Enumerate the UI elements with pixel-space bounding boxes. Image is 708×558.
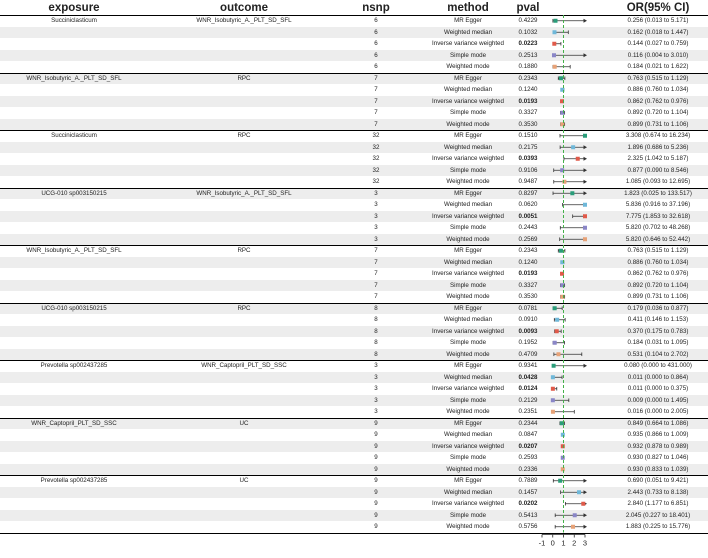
pval-cell: 0.0124 <box>518 385 538 392</box>
pval-cell: 0.3327 <box>518 109 538 116</box>
method-cell: Weighted median <box>443 258 493 266</box>
pval-cell: 0.0620 <box>518 201 538 208</box>
point-estimate <box>561 456 565 460</box>
method-cell: Weighted mode <box>446 293 490 300</box>
header-outcome: outcome <box>220 2 268 14</box>
exposure-cell: Prevotella sp002437285 <box>40 477 108 484</box>
ci-arrow <box>584 157 588 161</box>
or-ci-cell: 0.932 (0.878 to 0.989) <box>627 442 689 450</box>
method-cell: Weighted mode <box>446 350 490 358</box>
pval-cell: 0.1880 <box>518 63 538 70</box>
nsnp-cell: 8 <box>374 339 378 346</box>
or-ci-cell: 2.840 (1.177 to 6.851) <box>627 500 689 507</box>
or-ci-cell: 0.011 (0.000 to 0.375) <box>627 385 689 392</box>
x-tick-label: 0 <box>550 538 555 548</box>
x-tick-label: -1 <box>538 538 546 548</box>
point-estimate <box>571 525 575 529</box>
pval-cell: 0.3327 <box>518 281 538 289</box>
nsnp-cell: 9 <box>374 454 378 461</box>
method-cell: Inverse variance weighted <box>432 212 504 220</box>
or-ci-cell: 0.179 (0.036 to 0.877) <box>627 304 689 312</box>
pval-cell: 0.0781 <box>518 304 538 312</box>
header-nsnp: nsnp <box>362 2 390 14</box>
or-ci-cell: 0.184 (0.021 to 1.622) <box>627 63 689 70</box>
method-cell: Weighted median <box>443 373 493 381</box>
or-ci-cell: 0.370 (0.175 to 0.783) <box>627 327 689 335</box>
point-estimate <box>554 19 558 23</box>
or-ci-cell: 5.820 (0.702 to 48.268) <box>625 224 691 231</box>
or-ci-cell: 7.775 (1.853 to 32.618) <box>625 212 691 220</box>
method-cell: MR Egger <box>454 477 482 484</box>
nsnp-cell: 9 <box>374 442 378 450</box>
nsnp-cell: 3 <box>374 396 378 404</box>
or-ci-cell: 0.531 (0.104 to 2.702) <box>627 350 689 358</box>
or-ci-cell: 5.820 (0.646 to 52.442) <box>625 235 691 243</box>
method-cell: Simple mode <box>449 339 487 346</box>
pval-cell: 0.4709 <box>518 350 538 358</box>
or-ci-cell: 0.862 (0.762 to 0.976) <box>627 270 689 277</box>
outcome-cell: WNR_Captopril_PLT_SD_SSC <box>201 362 287 369</box>
or-ci-cell: 0.184 (0.031 to 1.095) <box>627 339 689 346</box>
or-ci-cell: 0.892 (0.720 to 1.104) <box>627 109 689 116</box>
or-ci-cell: 0.892 (0.720 to 1.104) <box>627 281 689 289</box>
outcome-cell: RPC <box>237 247 251 254</box>
ci-arrow <box>584 19 588 23</box>
nsnp-cell: 6 <box>374 51 378 59</box>
or-ci-cell: 0.011 (0.000 to 0.864) <box>627 373 689 381</box>
outcome-cell: WNR_Isobutyric_A._PLT_SD_SFL <box>196 189 292 197</box>
nsnp-cell: 7 <box>374 97 378 105</box>
or-ci-cell: 0.886 (0.760 to 1.034) <box>627 258 689 266</box>
pval-cell: 0.5413 <box>518 511 538 519</box>
pval-cell: 0.9487 <box>518 178 538 185</box>
or-ci-cell: 0.849 (0.664 to 1.086) <box>627 419 689 427</box>
nsnp-cell: 9 <box>374 500 378 507</box>
or-ci-cell: 1.896 (0.686 to 5.236) <box>627 143 689 151</box>
nsnp-cell: 9 <box>374 511 378 519</box>
method-cell: Inverse variance weighted <box>432 385 504 392</box>
nsnp-cell: 9 <box>374 431 378 438</box>
method-cell: Weighted median <box>443 28 493 36</box>
or-ci-cell: 0.899 (0.731 to 1.106) <box>627 120 689 128</box>
ci-arrow <box>584 364 588 368</box>
outcome-cell: RPC <box>237 132 251 139</box>
nsnp-cell: 3 <box>374 189 378 197</box>
method-cell: Simple mode <box>449 51 487 59</box>
nsnp-cell: 7 <box>374 258 378 266</box>
nsnp-cell: 3 <box>374 201 378 208</box>
point-estimate <box>571 145 575 149</box>
point-estimate <box>559 249 563 253</box>
or-ci-cell: 0.763 (0.515 to 1.129) <box>627 74 689 82</box>
nsnp-cell: 32 <box>372 155 380 162</box>
method-cell: Weighted median <box>443 316 493 323</box>
nsnp-cell: 3 <box>374 212 378 220</box>
method-cell: Simple mode <box>449 224 487 231</box>
or-ci-cell: 1.823 (0.025 to 133.517) <box>624 189 692 197</box>
point-estimate <box>553 306 557 310</box>
nsnp-cell: 7 <box>374 281 378 289</box>
point-estimate <box>581 502 585 506</box>
nsnp-cell: 8 <box>374 350 378 358</box>
point-estimate <box>551 398 555 402</box>
method-cell: Simple mode <box>449 109 487 116</box>
pval-cell: 0.0093 <box>518 327 538 335</box>
method-cell: Weighted median <box>443 201 493 208</box>
exposure-cell: Succiniclasticum <box>51 132 97 139</box>
or-ci-cell: 0.080 (0.000 to 431.000) <box>624 362 692 369</box>
or-ci-cell: 3.308 (0.674 to 16.234) <box>625 132 691 139</box>
nsnp-cell: 32 <box>372 143 380 151</box>
or-ci-cell: 0.690 (0.051 to 9.421) <box>627 477 689 484</box>
pval-cell: 0.1240 <box>518 258 538 266</box>
or-ci-cell: 1.085 (0.093 to 12.695) <box>625 178 691 185</box>
point-estimate <box>556 352 560 356</box>
pval-cell: 0.5756 <box>518 523 538 530</box>
point-estimate <box>552 364 556 368</box>
point-estimate <box>551 410 555 414</box>
nsnp-cell: 6 <box>374 17 378 24</box>
point-estimate <box>573 513 577 517</box>
nsnp-cell: 6 <box>374 40 378 47</box>
point-estimate <box>583 226 587 230</box>
method-cell: Inverse variance weighted <box>432 270 504 277</box>
pval-cell: 0.8297 <box>518 189 538 197</box>
pval-cell: 0.1240 <box>518 86 538 93</box>
pval-cell: 0.1032 <box>518 28 538 36</box>
pval-cell: 0.2443 <box>518 224 538 231</box>
nsnp-cell: 7 <box>374 120 378 128</box>
pval-cell: 0.2569 <box>518 235 538 243</box>
method-cell: Inverse variance weighted <box>432 97 504 105</box>
pval-cell: 0.2343 <box>518 247 538 254</box>
point-estimate <box>583 134 587 138</box>
nsnp-cell: 6 <box>374 63 378 70</box>
point-estimate <box>583 214 587 218</box>
or-ci-cell: 0.162 (0.018 to 1.447) <box>627 28 689 36</box>
method-cell: MR Egger <box>454 419 482 427</box>
or-ci-cell: 0.930 (0.833 to 1.039) <box>627 465 689 473</box>
nsnp-cell: 3 <box>374 385 378 392</box>
outcome-cell: RPC <box>237 304 251 312</box>
nsnp-cell: 9 <box>374 419 378 427</box>
pval-cell: 0.1510 <box>518 132 538 139</box>
nsnp-cell: 6 <box>374 28 378 36</box>
method-cell: Weighted mode <box>446 408 490 415</box>
pval-cell: 0.0193 <box>518 97 538 105</box>
ci-arrow <box>584 191 588 195</box>
method-cell: Weighted mode <box>446 120 490 128</box>
method-cell: MR Egger <box>454 247 482 254</box>
method-cell: MR Egger <box>454 74 482 82</box>
pval-cell: 0.2343 <box>518 74 538 82</box>
or-ci-cell: 0.411 (0.146 to 1.153) <box>627 316 689 323</box>
method-cell: Simple mode <box>449 166 487 174</box>
method-cell: Weighted median <box>443 488 493 496</box>
method-cell: Inverse variance weighted <box>432 500 504 507</box>
nsnp-cell: 8 <box>374 304 378 312</box>
point-estimate <box>561 467 565 471</box>
or-ci-cell: 2.443 (0.733 to 8.138) <box>627 488 689 496</box>
method-cell: MR Egger <box>454 132 482 139</box>
nsnp-cell: 3 <box>374 373 378 381</box>
or-ci-cell: 0.256 (0.013 to 5.171) <box>627 17 689 24</box>
or-ci-cell: 0.763 (0.515 to 1.129) <box>627 247 689 254</box>
or-ci-cell: 2.325 (1.042 to 5.187) <box>627 155 689 162</box>
method-cell: Weighted median <box>443 431 493 438</box>
point-estimate <box>561 444 565 448</box>
pval-cell: 0.0393 <box>518 155 538 162</box>
nsnp-cell: 32 <box>372 178 380 185</box>
point-estimate <box>552 53 556 57</box>
ci-arrow <box>584 479 588 483</box>
or-ci-cell: 0.862 (0.762 to 0.976) <box>627 97 689 105</box>
method-cell: Inverse variance weighted <box>432 327 504 335</box>
point-estimate <box>553 65 557 69</box>
method-cell: Weighted mode <box>446 523 490 530</box>
exposure-cell: Succiniclasticum <box>51 17 97 24</box>
pval-cell: 0.4229 <box>518 17 538 24</box>
nsnp-cell: 3 <box>374 362 378 369</box>
pval-cell: 0.2513 <box>518 51 538 59</box>
pval-cell: 0.2129 <box>518 396 538 404</box>
nsnp-cell: 9 <box>374 477 378 484</box>
pval-cell: 0.3530 <box>518 293 538 300</box>
method-cell: Weighted median <box>443 86 493 93</box>
pval-cell: 0.1952 <box>518 339 538 346</box>
method-cell: Simple mode <box>449 281 487 289</box>
pval-cell: 0.2336 <box>518 465 538 473</box>
exposure-cell: WNR_Captopril_PLT_SD_SSC <box>31 419 117 427</box>
ci-arrow <box>584 145 588 149</box>
point-estimate <box>559 76 563 80</box>
point-estimate <box>551 387 555 391</box>
pval-cell: 0.0910 <box>518 316 538 323</box>
x-tick-label: 3 <box>582 538 588 548</box>
nsnp-cell: 7 <box>374 109 378 116</box>
exposure-cell: WNR_Isobutyric_A._PLT_SD_SFL <box>26 247 122 254</box>
nsnp-cell: 7 <box>374 86 378 93</box>
pval-cell: 0.0207 <box>518 442 538 450</box>
or-ci-cell: 0.009 (0.000 to 1.495) <box>627 396 689 404</box>
pval-cell: 0.9341 <box>518 362 538 369</box>
pval-cell: 0.2593 <box>518 454 538 461</box>
method-cell: Inverse variance weighted <box>432 155 504 162</box>
pval-cell: 0.0847 <box>518 431 538 438</box>
point-estimate <box>551 375 555 379</box>
method-cell: Simple mode <box>449 454 487 461</box>
x-tick-label: 2 <box>572 538 577 548</box>
point-estimate <box>552 42 556 46</box>
or-ci-cell: 0.116 (0.004 to 3.010) <box>627 51 689 59</box>
ci-arrow <box>584 180 588 184</box>
ci-arrow <box>584 490 588 494</box>
point-estimate <box>583 203 587 207</box>
point-estimate <box>577 490 581 494</box>
nsnp-cell: 8 <box>374 316 378 323</box>
or-ci-cell: 0.935 (0.866 to 1.009) <box>627 431 689 438</box>
method-cell: MR Egger <box>454 189 482 197</box>
exposure-cell: UCG-010 sp003150215 <box>41 304 107 312</box>
or-ci-cell: 0.016 (0.000 to 2.005) <box>627 408 689 415</box>
or-ci-cell: 0.144 (0.027 to 0.759) <box>627 40 689 47</box>
method-cell: Inverse variance weighted <box>432 442 504 450</box>
nsnp-cell: 7 <box>374 293 378 300</box>
ci-arrow <box>584 53 588 57</box>
outcome-cell: UC <box>239 477 249 484</box>
method-cell: Inverse variance weighted <box>432 40 504 47</box>
header-or-ci: OR(95% CI) <box>626 2 690 14</box>
outcome-cell: RPC <box>237 74 251 82</box>
nsnp-cell: 7 <box>374 74 378 82</box>
pval-cell: 0.2175 <box>518 143 538 151</box>
point-estimate <box>561 433 565 437</box>
exposure-cell: WNR_Isobutyric_A._PLT_SD_SFL <box>26 74 122 82</box>
method-cell: Simple mode <box>449 511 487 519</box>
method-cell: MR Egger <box>454 304 482 312</box>
pval-cell: 0.2351 <box>518 408 538 415</box>
pval-cell: 0.0223 <box>518 40 538 47</box>
or-ci-cell: 0.930 (0.827 to 1.046) <box>627 454 689 461</box>
method-cell: Weighted median <box>443 143 493 151</box>
point-estimate <box>555 318 559 322</box>
method-cell: Weighted mode <box>446 235 490 243</box>
outcome-cell: UC <box>239 419 249 427</box>
header-pval: pval <box>516 2 540 14</box>
method-cell: MR Egger <box>454 362 482 369</box>
pval-cell: 0.1457 <box>518 488 538 496</box>
pval-cell: 0.0051 <box>518 212 538 220</box>
pval-cell: 0.0202 <box>518 500 538 507</box>
point-estimate <box>555 329 559 333</box>
nsnp-cell: 32 <box>372 132 380 139</box>
or-ci-cell: 0.886 (0.760 to 1.034) <box>627 86 689 93</box>
nsnp-cell: 9 <box>374 465 378 473</box>
exposure-cell: UCG-010 sp003150215 <box>41 189 107 197</box>
method-cell: Simple mode <box>449 396 487 404</box>
ci-arrow <box>584 525 588 529</box>
method-cell: Weighted mode <box>446 465 490 473</box>
or-ci-cell: 2.045 (0.227 to 18.401) <box>625 511 691 519</box>
pval-cell: 0.0428 <box>518 373 538 381</box>
pval-cell: 0.9106 <box>518 166 538 174</box>
pval-cell: 0.0193 <box>518 270 538 277</box>
pval-cell: 0.3530 <box>518 120 538 128</box>
nsnp-cell: 7 <box>374 247 378 254</box>
ci-arrow <box>584 513 588 517</box>
nsnp-cell: 8 <box>374 327 378 335</box>
header-exposure: exposure <box>48 2 100 14</box>
header-method: method <box>447 2 489 14</box>
nsnp-cell: 3 <box>374 235 378 243</box>
outcome-cell: WNR_Isobutyric_A._PLT_SD_SFL <box>196 17 292 24</box>
nsnp-cell: 9 <box>374 488 378 496</box>
x-tick-label: 1 <box>561 538 566 548</box>
method-cell: Weighted mode <box>446 63 490 70</box>
or-ci-cell: 1.883 (0.225 to 15.776) <box>625 523 691 530</box>
or-ci-cell: 0.899 (0.731 to 1.106) <box>627 293 689 300</box>
nsnp-cell: 7 <box>374 270 378 277</box>
nsnp-cell: 3 <box>374 224 378 231</box>
nsnp-cell: 9 <box>374 523 378 530</box>
or-ci-cell: 0.877 (0.090 to 8.546) <box>627 166 689 174</box>
method-cell: Weighted mode <box>446 178 490 185</box>
point-estimate <box>558 479 562 483</box>
exposure-cell: Prevotella sp002437285 <box>40 362 108 369</box>
point-estimate <box>570 191 574 195</box>
pval-cell: 0.7889 <box>518 477 538 484</box>
or-ci-cell: 5.836 (0.916 to 37.196) <box>625 201 691 208</box>
method-cell: MR Egger <box>454 17 482 24</box>
nsnp-cell: 3 <box>374 408 378 415</box>
pval-cell: 0.2344 <box>518 419 538 427</box>
ci-arrow <box>584 168 588 172</box>
point-estimate <box>553 341 557 345</box>
point-estimate <box>552 30 556 34</box>
point-estimate <box>576 157 580 161</box>
nsnp-cell: 32 <box>372 166 380 174</box>
point-estimate <box>583 237 587 241</box>
